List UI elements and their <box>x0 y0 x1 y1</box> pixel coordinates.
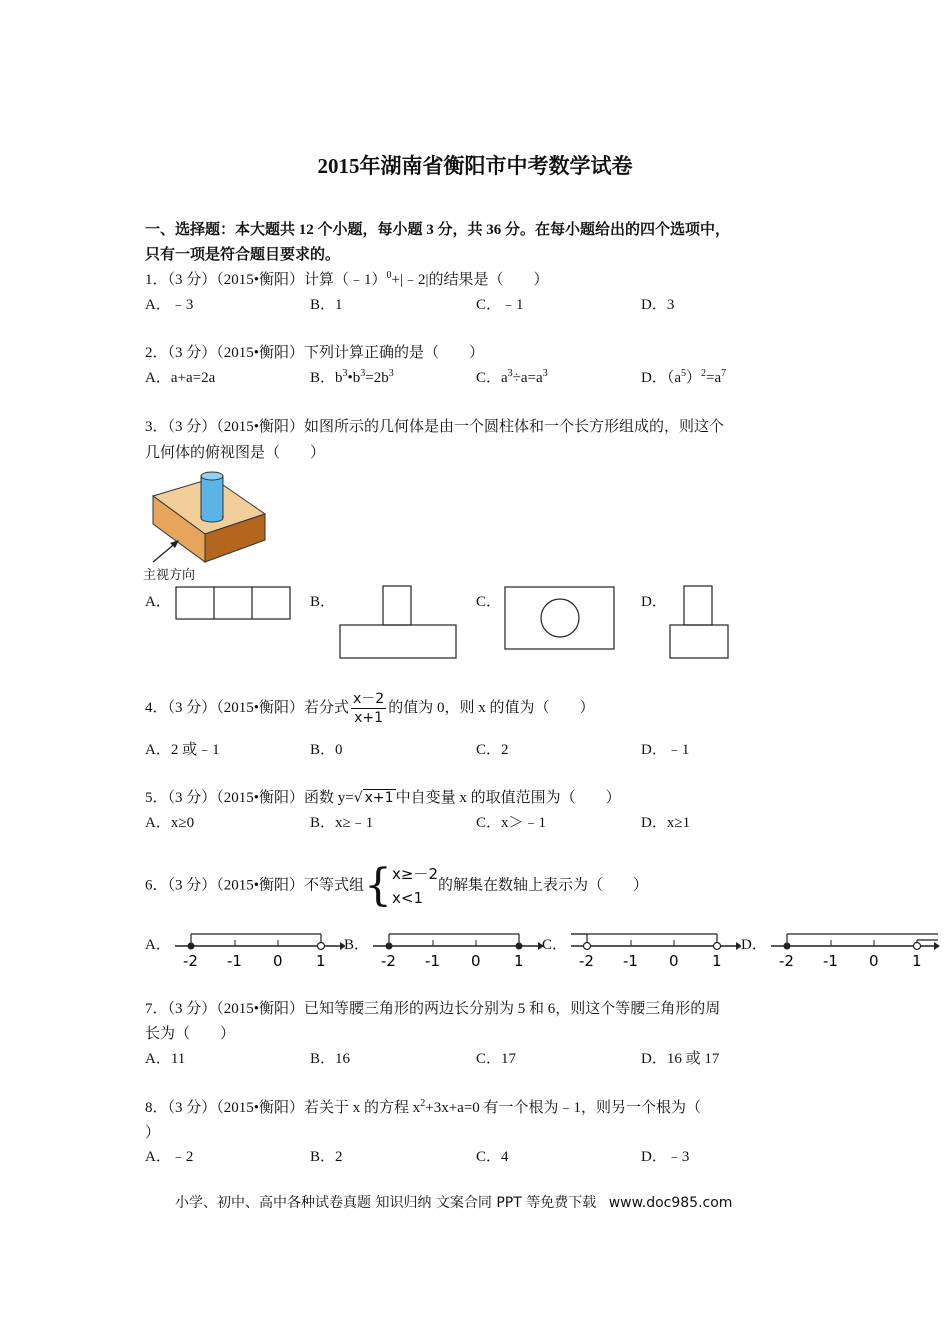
q4-option-a: A．2 或﹣1 <box>145 742 220 758</box>
q7-option-b: B．16 <box>310 1051 351 1067</box>
tick-label: -1 <box>425 952 440 970</box>
footer-text: 小学、初中、高中各种试卷真题 知识归纳 文案合同 PPT 等免费下载 <box>175 1195 597 1211</box>
q3-option-c-figure <box>503 586 617 652</box>
tick-label: -2 <box>579 952 594 970</box>
question-2-stem: 2．（3 分）（2015•衡阳）下列计算正确的是（ ） <box>145 345 485 361</box>
q2-option-a: A．a+a=2a <box>145 370 216 386</box>
tick-label: 0 <box>669 952 679 970</box>
q4-option-d: D．﹣1 <box>641 742 690 758</box>
q3-option-c-label: C． <box>476 594 502 610</box>
q3-option-d-label: D． <box>641 594 667 610</box>
tick-label: -2 <box>779 952 794 970</box>
q6-option-b-label: B． <box>344 937 370 953</box>
tick-label: 0 <box>273 952 283 970</box>
tick-label: -1 <box>623 952 638 970</box>
tick-label: -2 <box>381 952 396 970</box>
q3-option-b-label: B． <box>310 594 336 610</box>
q6-option-d-number-line <box>766 926 941 970</box>
q1-option-d: D．3 <box>641 297 675 313</box>
question-3-stem-line2: 几何体的俯视图是（ ） <box>145 445 326 461</box>
q7-option-c: C．17 <box>476 1051 517 1067</box>
square-root: √ x+1 <box>353 790 394 806</box>
q6-option-c-number-line <box>566 926 741 970</box>
figure-caption: 主视方向 <box>143 568 196 583</box>
tick-label: -2 <box>183 952 198 970</box>
question-7-stem-line2: 长为（ ） <box>145 1026 236 1042</box>
tick-label: 0 <box>869 952 879 970</box>
q7-option-d: D．16 或 17 <box>641 1051 720 1067</box>
q8-option-d: D．﹣3 <box>641 1149 690 1165</box>
footer-link[interactable]: www.doc985.com <box>608 1195 733 1211</box>
q3-option-a-figure <box>175 586 293 622</box>
q2-option-c: C．$a^3\div a=a^3$ <box>476 368 548 386</box>
q5-option-c: C．x＞﹣1 <box>476 815 547 831</box>
q5-option-b: B．x≥﹣1 <box>310 815 374 831</box>
q3-option-b-figure <box>338 585 460 661</box>
page-title: 2015年湖南省衡阳市中考数学试卷 <box>317 154 633 178</box>
q1-option-b: B．1 <box>310 297 343 313</box>
q6-option-d-label: D． <box>741 937 767 953</box>
q1-option-a: A．﹣3 <box>145 297 194 313</box>
question-4-stem: 4．（3 分）（2015•衡阳）若分式 $\frac{x-2}{x+1}$ 的值为 0，则 x 的值为（ ） <box>145 691 595 726</box>
tick-label: 1 <box>316 952 326 970</box>
q6-option-b-number-line <box>368 926 543 970</box>
q8-option-c: C．4 <box>476 1149 509 1165</box>
question-8-stem-line1: 8．（3 分）（2015•衡阳）若关于 x 的方程 $x^2+3x+a=0$ 有一个根为﹣1，则另一个根为（ <box>145 1098 702 1116</box>
q4-option-b: B．0 <box>310 742 343 758</box>
q3-option-d-figure <box>668 585 732 661</box>
question-8-stem-line2: ） <box>145 1125 161 1141</box>
question-6-stem: 6．（3 分）（2015•衡阳）不等式组{ x≥－2 x<1 的解集在数轴上表示为（ ） <box>145 860 649 911</box>
section-heading-line2: 只有一项是符合题目要求的。 <box>145 247 341 263</box>
q6-option-a-label: A． <box>145 937 171 953</box>
fraction: $\frac{x-2}{x+1}$ <box>353 691 385 726</box>
section-heading-line1: 一、选择题：本大题共 12 个小题，每小题 3 分，共 36 分。在每小题给出的四个选项中， <box>145 222 731 238</box>
question-1-stem: 1．（3 分）（2015•衡阳）计算（﹣1）$^0$+|﹣2|的结果是（ ） <box>145 270 549 288</box>
q2-option-b: B．$b^3•b^3=2b^3$ <box>310 368 394 386</box>
tick-label: -1 <box>227 952 242 970</box>
q8-option-a: A．﹣2 <box>145 1149 194 1165</box>
q3-option-a-label: A． <box>145 594 171 610</box>
question-5-stem: 5．（3 分）（2015•衡阳）函数 y=√ x+1 中自变量 x 的取值范围为（ ） <box>145 790 621 806</box>
inequality-system: { x≥－2 x<1 <box>364 860 439 911</box>
q8-option-b: B．2 <box>310 1149 343 1165</box>
q4-option-c: C．2 <box>476 742 509 758</box>
question-3-stem-line1: 3．（3 分）（2015•衡阳）如图所示的几何体是由一个圆柱体和一个长方形组成的，则这个 <box>145 419 725 435</box>
page-footer <box>175 1192 732 1212</box>
question-7-stem-line1: 7．（3 分）（2015•衡阳）已知等腰三角形的两边长分别为 5 和 6，则这个等腰三角形的周 <box>145 1001 721 1017</box>
tick-label: 1 <box>712 952 722 970</box>
q6-option-a-number-line <box>170 926 345 970</box>
q2-option-d: D．$(a^5)^2=a^7$ <box>641 368 727 386</box>
q5-option-d: D．x≥1 <box>641 815 691 831</box>
tick-label: 1 <box>912 952 922 970</box>
q7-option-a: A．11 <box>145 1051 186 1067</box>
q6-option-c-label: C． <box>542 937 568 953</box>
tick-label: 1 <box>514 952 524 970</box>
q1-option-c: C．﹣1 <box>476 297 524 313</box>
tick-label: -1 <box>823 952 838 970</box>
q5-option-a: A．x≥0 <box>145 815 195 831</box>
tick-label: 0 <box>471 952 481 970</box>
